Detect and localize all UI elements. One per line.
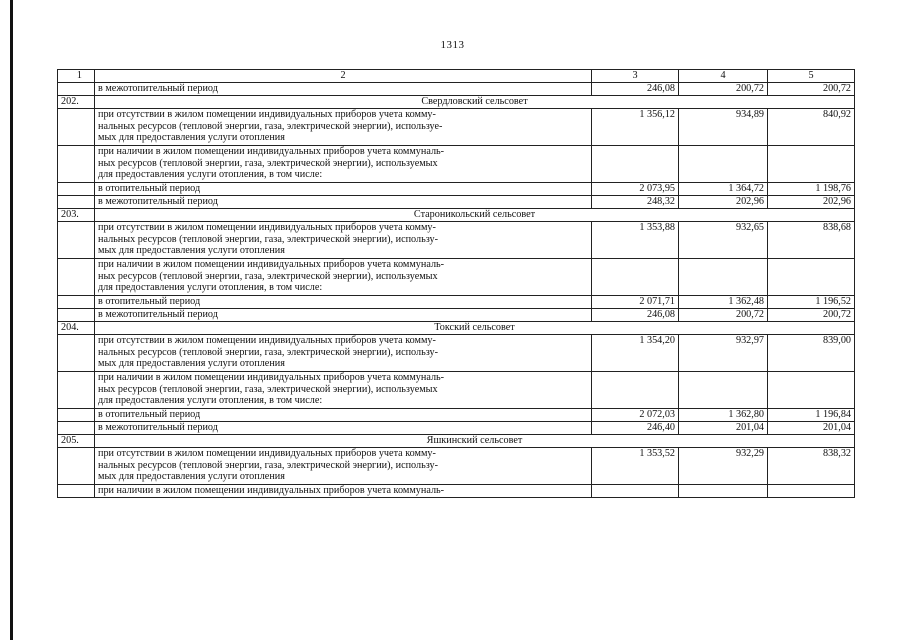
row-number-cell bbox=[58, 409, 95, 422]
table-row bbox=[58, 409, 855, 422]
description-line: нальных ресурсов (тепловой энергии, газа, электрической энергии), используе- bbox=[98, 120, 443, 132]
table-row bbox=[58, 309, 855, 322]
description-line: при отсутствии в жилом помещении индивидуальных приборов учета комму- bbox=[98, 448, 436, 459]
value-col-5: 838,32 bbox=[768, 448, 855, 485]
description-line: в отопительный период bbox=[98, 296, 201, 307]
section-number: 205. bbox=[58, 435, 95, 448]
row-description bbox=[95, 409, 592, 422]
row-number-cell bbox=[58, 259, 95, 296]
section-title: Свердловский сельсовет bbox=[95, 96, 855, 109]
value-col-3 bbox=[592, 485, 679, 498]
header-col-4: 4 bbox=[679, 70, 768, 83]
value-col-3: 1 356,12 bbox=[592, 109, 679, 146]
value-col-4: 932,97 bbox=[679, 335, 768, 372]
description-line: при наличии в жилом помещении индивидуальных приборов учета коммуналь- bbox=[98, 372, 445, 383]
description-line: при отсутствии в жилом помещении индивидуальных приборов учета комму- bbox=[98, 335, 436, 346]
value-col-5: 1 196,84 bbox=[768, 409, 855, 422]
table-row bbox=[58, 109, 855, 146]
value-col-5: 200,72 bbox=[768, 309, 855, 322]
value-col-5 bbox=[768, 259, 855, 296]
table-row bbox=[58, 196, 855, 209]
row-description bbox=[95, 448, 592, 485]
description-line: ных ресурсов (тепловой энергии, газа, электрической энергии), используемых bbox=[98, 383, 438, 395]
value-col-4 bbox=[679, 259, 768, 296]
value-col-3: 246,08 bbox=[592, 83, 679, 96]
description-line: в межотопительный период bbox=[98, 83, 218, 94]
header-col-2: 2 bbox=[95, 70, 592, 83]
section-title: Токский сельсовет bbox=[95, 322, 855, 335]
description-line: в отопительный период bbox=[98, 183, 201, 194]
value-col-3 bbox=[592, 259, 679, 296]
table-row bbox=[58, 146, 855, 183]
row-number-cell bbox=[58, 372, 95, 409]
value-col-4: 1 364,72 bbox=[679, 183, 768, 196]
description-line: при отсутствии в жилом помещении индивидуальных приборов учета комму- bbox=[98, 109, 436, 120]
description-line: мых для предоставления услуги отопления bbox=[98, 132, 285, 144]
value-col-5: 840,92 bbox=[768, 109, 855, 146]
row-number-cell bbox=[58, 296, 95, 309]
value-col-3: 1 354,20 bbox=[592, 335, 679, 372]
value-col-5 bbox=[768, 146, 855, 183]
row-number-cell bbox=[58, 183, 95, 196]
row-description bbox=[95, 196, 592, 209]
value-col-5: 200,72 bbox=[768, 83, 855, 96]
description-line: при отсутствии в жилом помещении индивидуальных приборов учета комму- bbox=[98, 222, 436, 233]
row-description bbox=[95, 259, 592, 296]
row-description bbox=[95, 109, 592, 146]
value-col-4: 200,72 bbox=[679, 309, 768, 322]
header-col-3: 3 bbox=[592, 70, 679, 83]
section-row bbox=[58, 96, 855, 109]
row-description bbox=[95, 222, 592, 259]
row-number-cell bbox=[58, 422, 95, 435]
value-col-4: 1 362,80 bbox=[679, 409, 768, 422]
description-line: нальных ресурсов (тепловой энергии, газа, электрической энергии), использу- bbox=[98, 346, 439, 358]
value-col-5: 1 196,52 bbox=[768, 296, 855, 309]
value-col-5 bbox=[768, 485, 855, 498]
description-line: при наличии в жилом помещении индивидуальных приборов учета коммуналь- bbox=[98, 485, 445, 496]
value-col-5: 839,00 bbox=[768, 335, 855, 372]
scan-edge-border bbox=[10, 0, 13, 640]
header-col-1: 1 bbox=[58, 70, 95, 83]
table-row bbox=[58, 83, 855, 96]
row-number-cell bbox=[58, 146, 95, 183]
description-line: ных ресурсов (тепловой энергии, газа, электрической энергии), используемых bbox=[98, 270, 438, 282]
description-line: нальных ресурсов (тепловой энергии, газа, электрической энергии), использу- bbox=[98, 459, 439, 471]
value-col-4 bbox=[679, 146, 768, 183]
row-description bbox=[95, 335, 592, 372]
row-description bbox=[95, 309, 592, 322]
table-row bbox=[58, 335, 855, 372]
value-col-4: 934,89 bbox=[679, 109, 768, 146]
value-col-4 bbox=[679, 372, 768, 409]
value-col-5: 1 198,76 bbox=[768, 183, 855, 196]
value-col-4: 202,96 bbox=[679, 196, 768, 209]
description-line: нальных ресурсов (тепловой энергии, газа, электрической энергии), использу- bbox=[98, 233, 439, 245]
row-number-cell bbox=[58, 309, 95, 322]
description-line: при наличии в жилом помещении индивидуальных приборов учета коммуналь- bbox=[98, 259, 445, 270]
value-col-4: 932,29 bbox=[679, 448, 768, 485]
row-description bbox=[95, 422, 592, 435]
row-number-cell bbox=[58, 448, 95, 485]
description-line: мых для предоставления услуги отопления bbox=[98, 471, 285, 483]
description-line: мых для предоставления услуги отопления bbox=[98, 245, 285, 257]
table-row bbox=[58, 183, 855, 196]
description-line: в межотопительный период bbox=[98, 422, 218, 433]
section-number: 202. bbox=[58, 96, 95, 109]
row-number-cell bbox=[58, 335, 95, 372]
table-row bbox=[58, 422, 855, 435]
section-number: 203. bbox=[58, 209, 95, 222]
table-row bbox=[58, 372, 855, 409]
description-line: в отопительный период bbox=[98, 409, 201, 420]
table-row bbox=[58, 448, 855, 485]
row-description bbox=[95, 485, 592, 498]
value-col-3: 246,40 bbox=[592, 422, 679, 435]
row-description bbox=[95, 372, 592, 409]
table-row bbox=[58, 222, 855, 259]
value-col-4: 932,65 bbox=[679, 222, 768, 259]
value-col-3: 1 353,88 bbox=[592, 222, 679, 259]
value-col-3: 2 072,03 bbox=[592, 409, 679, 422]
section-title: Яшкинский сельсовет bbox=[95, 435, 855, 448]
section-title: Староникольский сельсовет bbox=[95, 209, 855, 222]
section-row bbox=[58, 209, 855, 222]
description-line: для предоставления услуги отопления, в том числе: bbox=[98, 282, 323, 294]
value-col-3: 1 353,52 bbox=[592, 448, 679, 485]
page-number: 1313 bbox=[440, 39, 465, 51]
value-col-3: 2 073,95 bbox=[592, 183, 679, 196]
description-line: для предоставления услуги отопления, в том числе: bbox=[98, 395, 323, 407]
row-number-cell bbox=[58, 83, 95, 96]
row-description bbox=[95, 183, 592, 196]
value-col-3: 246,08 bbox=[592, 309, 679, 322]
value-col-5: 201,04 bbox=[768, 422, 855, 435]
description-line: ных ресурсов (тепловой энергии, газа, электрической энергии), используемых bbox=[98, 157, 438, 169]
description-line: для предоставления услуги отопления, в том числе: bbox=[98, 169, 323, 181]
value-col-4: 200,72 bbox=[679, 83, 768, 96]
value-col-5: 838,68 bbox=[768, 222, 855, 259]
description-line: в межотопительный период bbox=[98, 196, 218, 207]
tariff-table bbox=[57, 69, 855, 498]
value-col-4: 201,04 bbox=[679, 422, 768, 435]
value-col-5: 202,96 bbox=[768, 196, 855, 209]
value-col-3 bbox=[592, 146, 679, 183]
description-line: мых для предоставления услуги отопления bbox=[98, 358, 285, 370]
row-description bbox=[95, 146, 592, 183]
row-description bbox=[95, 83, 592, 96]
row-number-cell bbox=[58, 485, 95, 498]
section-number: 204. bbox=[58, 322, 95, 335]
row-number-cell bbox=[58, 196, 95, 209]
row-description bbox=[95, 296, 592, 309]
tariff-table-body bbox=[58, 70, 855, 498]
value-col-4 bbox=[679, 485, 768, 498]
value-col-4: 1 362,48 bbox=[679, 296, 768, 309]
description-line: при наличии в жилом помещении индивидуальных приборов учета коммуналь- bbox=[98, 146, 445, 157]
value-col-3: 248,32 bbox=[592, 196, 679, 209]
table-row bbox=[58, 259, 855, 296]
description-line: в межотопительный период bbox=[98, 309, 218, 320]
table-row bbox=[58, 485, 855, 498]
value-col-3 bbox=[592, 372, 679, 409]
row-number-cell bbox=[58, 222, 95, 259]
value-col-5 bbox=[768, 372, 855, 409]
section-row bbox=[58, 322, 855, 335]
table-header-row bbox=[58, 70, 855, 83]
row-number-cell bbox=[58, 109, 95, 146]
section-row bbox=[58, 435, 855, 448]
value-col-3: 2 071,71 bbox=[592, 296, 679, 309]
table-row bbox=[58, 296, 855, 309]
header-col-5: 5 bbox=[768, 70, 855, 83]
